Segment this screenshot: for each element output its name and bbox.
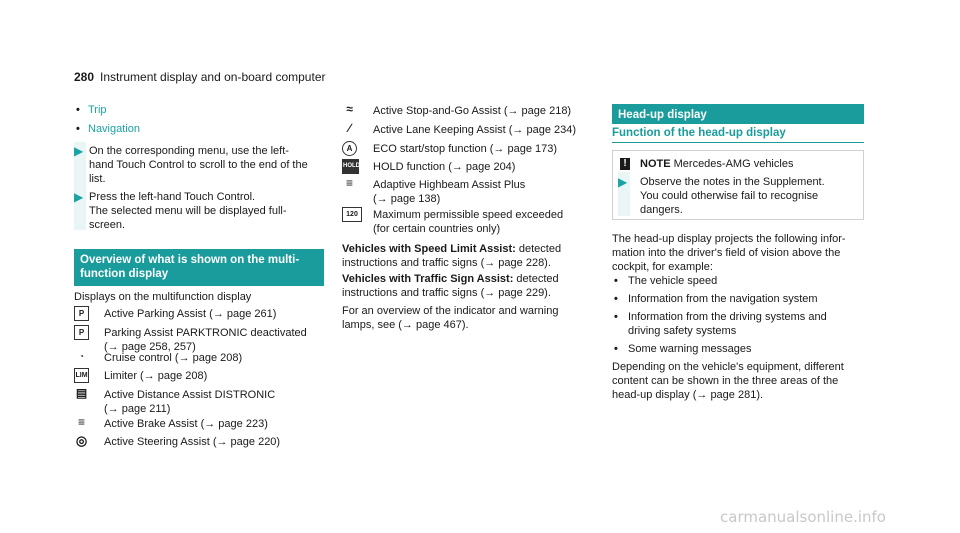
text-line: Limiter (→ page 208) (104, 370, 208, 382)
text-line: Active Brake Assist (→ page 223) (104, 418, 268, 430)
item-brake-assist (104, 417, 268, 431)
step-1-text (89, 144, 325, 186)
page-header-title: Instrument display and on-board computer (100, 70, 326, 84)
lane-keeping-icon: ∕ (342, 122, 357, 137)
distronic-icon: ▤ (75, 386, 88, 400)
text-line: mation into the driver's field of vision above the (612, 247, 841, 259)
hud-bullet-navigation (628, 292, 818, 306)
text-line: detected (513, 273, 559, 285)
text-line: Active Lane Keeping Assist (→ page 234) (373, 124, 577, 136)
bullet-icon: • (614, 275, 618, 287)
text-line: (→ page 258, 257) (104, 341, 196, 353)
text-line: Depending on the vehicle's equipment, different (612, 361, 844, 373)
text-line: Information from the driving systems and (628, 311, 827, 323)
hold-icon: HOLD (342, 159, 359, 174)
item-lane-keeping (373, 123, 576, 137)
text-line: (→ page 211) (104, 403, 171, 415)
hud-bullet-warnings (628, 342, 752, 356)
step-arrow-icon: ▶ (74, 190, 84, 204)
link-trip[interactable]: Trip (88, 104, 107, 116)
note-label: NOTE (640, 158, 671, 170)
text-line: Information from the navigation system (628, 293, 818, 305)
text-line: driving safety systems (628, 325, 737, 337)
note-title-text: Mercedes-AMG vehicles (673, 158, 794, 170)
item-hold (373, 160, 515, 174)
bullet-icon: • (76, 123, 80, 135)
brake-assist-icon: ≡ (74, 416, 89, 431)
step-arrow-icon: ▶ (74, 144, 84, 158)
text-line: ECO start/stop function (→ page 173) (373, 143, 558, 155)
item-parking-assist (104, 307, 276, 321)
item-cruise-control (104, 351, 242, 365)
item-highbeam-assist (373, 178, 525, 206)
text-line: Active Stop-and-Go Assist (→ page 218) (373, 105, 572, 117)
text-line: instructions and traffic signs (→ page 229). (342, 287, 551, 299)
text-line: Maximum permissible speed exceeded (373, 209, 564, 221)
text-line: Active Steering Assist (→ page 220) (104, 436, 281, 448)
paragraph-label: Vehicles with Traffic Sign Assist: (342, 273, 514, 285)
item-eco-start-stop (373, 142, 557, 156)
item-stop-and-go (373, 104, 571, 118)
text-line: hand Touch Control to scroll to the end of the (89, 159, 308, 171)
item-distronic (104, 388, 275, 416)
text-line: HOLD function (→ page 204) (373, 161, 516, 173)
text-line: content can be shown in the three areas of the (612, 375, 839, 387)
text-line: cockpit, for example: (612, 261, 713, 273)
bullet-icon: • (76, 104, 80, 116)
bullet-icon: • (614, 293, 618, 305)
max-speed-icon: 120 (342, 207, 362, 222)
text-line: Press the left-hand Touch Control. (89, 191, 256, 203)
stop-and-go-icon: ≈ (342, 103, 357, 118)
note-text (640, 175, 860, 217)
heading-line: Overview of what is shown on the multi- (80, 254, 300, 266)
bullet-icon: • (614, 343, 618, 355)
watermark: carmanualsonline.info (720, 508, 886, 526)
paragraph-label: Vehicles with Speed Limit Assist: (342, 243, 516, 255)
text-line: On the corresponding menu, use the left- (89, 145, 289, 157)
overview-intro: Displays on the multifunction display (74, 291, 252, 303)
note-title (640, 157, 793, 171)
item-steering-assist (104, 435, 280, 449)
hud-intro-paragraph (612, 232, 872, 274)
text-line: Active Parking Assist (→ page 261) (104, 308, 277, 320)
item-limiter (104, 369, 207, 383)
text-line: dangers. (640, 204, 683, 216)
text-line: Cruise control (→ page 208) (104, 352, 243, 364)
indicator-lamps-paragraph (342, 304, 602, 332)
text-line: The head-up display projects the following infor- (612, 233, 846, 245)
text-line: The selected menu will be displayed full- (89, 205, 287, 217)
text-line: detected (515, 243, 562, 255)
step-2-text (89, 190, 325, 232)
page-header (74, 70, 326, 84)
item-max-speed (373, 208, 563, 236)
page-number: 280 (74, 70, 95, 84)
text-line: The vehicle speed (628, 275, 718, 287)
item-parktronic-off (104, 326, 307, 354)
text-line: Parking Assist PARKTRONIC deactivated (104, 327, 307, 339)
eco-start-stop-icon: A (342, 141, 357, 156)
heading-line: function display (80, 268, 169, 280)
link-navigation[interactable]: Navigation (88, 123, 140, 135)
text-line: head-up display (→ page 281). (612, 389, 764, 401)
text-line: instructions and traffic signs (→ page 228). (342, 257, 551, 269)
highbeam-assist-icon: ≡ (342, 177, 357, 192)
hud-bullet-driving-systems (628, 310, 827, 338)
limiter-icon: LIM (74, 368, 89, 383)
head-up-display-heading: Head-up display (612, 104, 864, 124)
cruise-control-icon: ◔ (74, 350, 89, 365)
hud-closing-paragraph (612, 360, 872, 402)
parking-assist-icon: P (74, 306, 89, 321)
speed-limit-assist-paragraph (342, 242, 602, 270)
parktronic-off-icon: P (74, 325, 89, 340)
step-arrow-icon: ▶ (618, 175, 628, 189)
overview-heading (74, 249, 324, 286)
text-line: For an overview of the indicator and warning (342, 305, 559, 317)
text-line: You could otherwise fail to recognise (640, 190, 819, 202)
text-line: list. (89, 173, 106, 185)
hud-bullet-speed (628, 274, 717, 288)
warning-icon: ! (620, 158, 630, 170)
text-line: Observe the notes in the Supplement. (640, 176, 825, 188)
head-up-display-subheading: Function of the head-up display (612, 126, 864, 143)
text-line: (→ page 138) (373, 193, 441, 205)
text-line: lamps, see (→ page 467). (342, 319, 469, 331)
traffic-sign-assist-paragraph (342, 272, 602, 300)
text-line: Adaptive Highbeam Assist Plus (373, 179, 526, 191)
steering-assist-icon: ◎ (75, 433, 88, 448)
text-line: screen. (89, 219, 126, 231)
text-line: Some warning messages (628, 343, 752, 355)
text-line: Active Distance Assist DISTRONIC (104, 389, 276, 401)
bullet-icon: • (614, 311, 618, 323)
text-line: (for certain countries only) (373, 223, 501, 235)
